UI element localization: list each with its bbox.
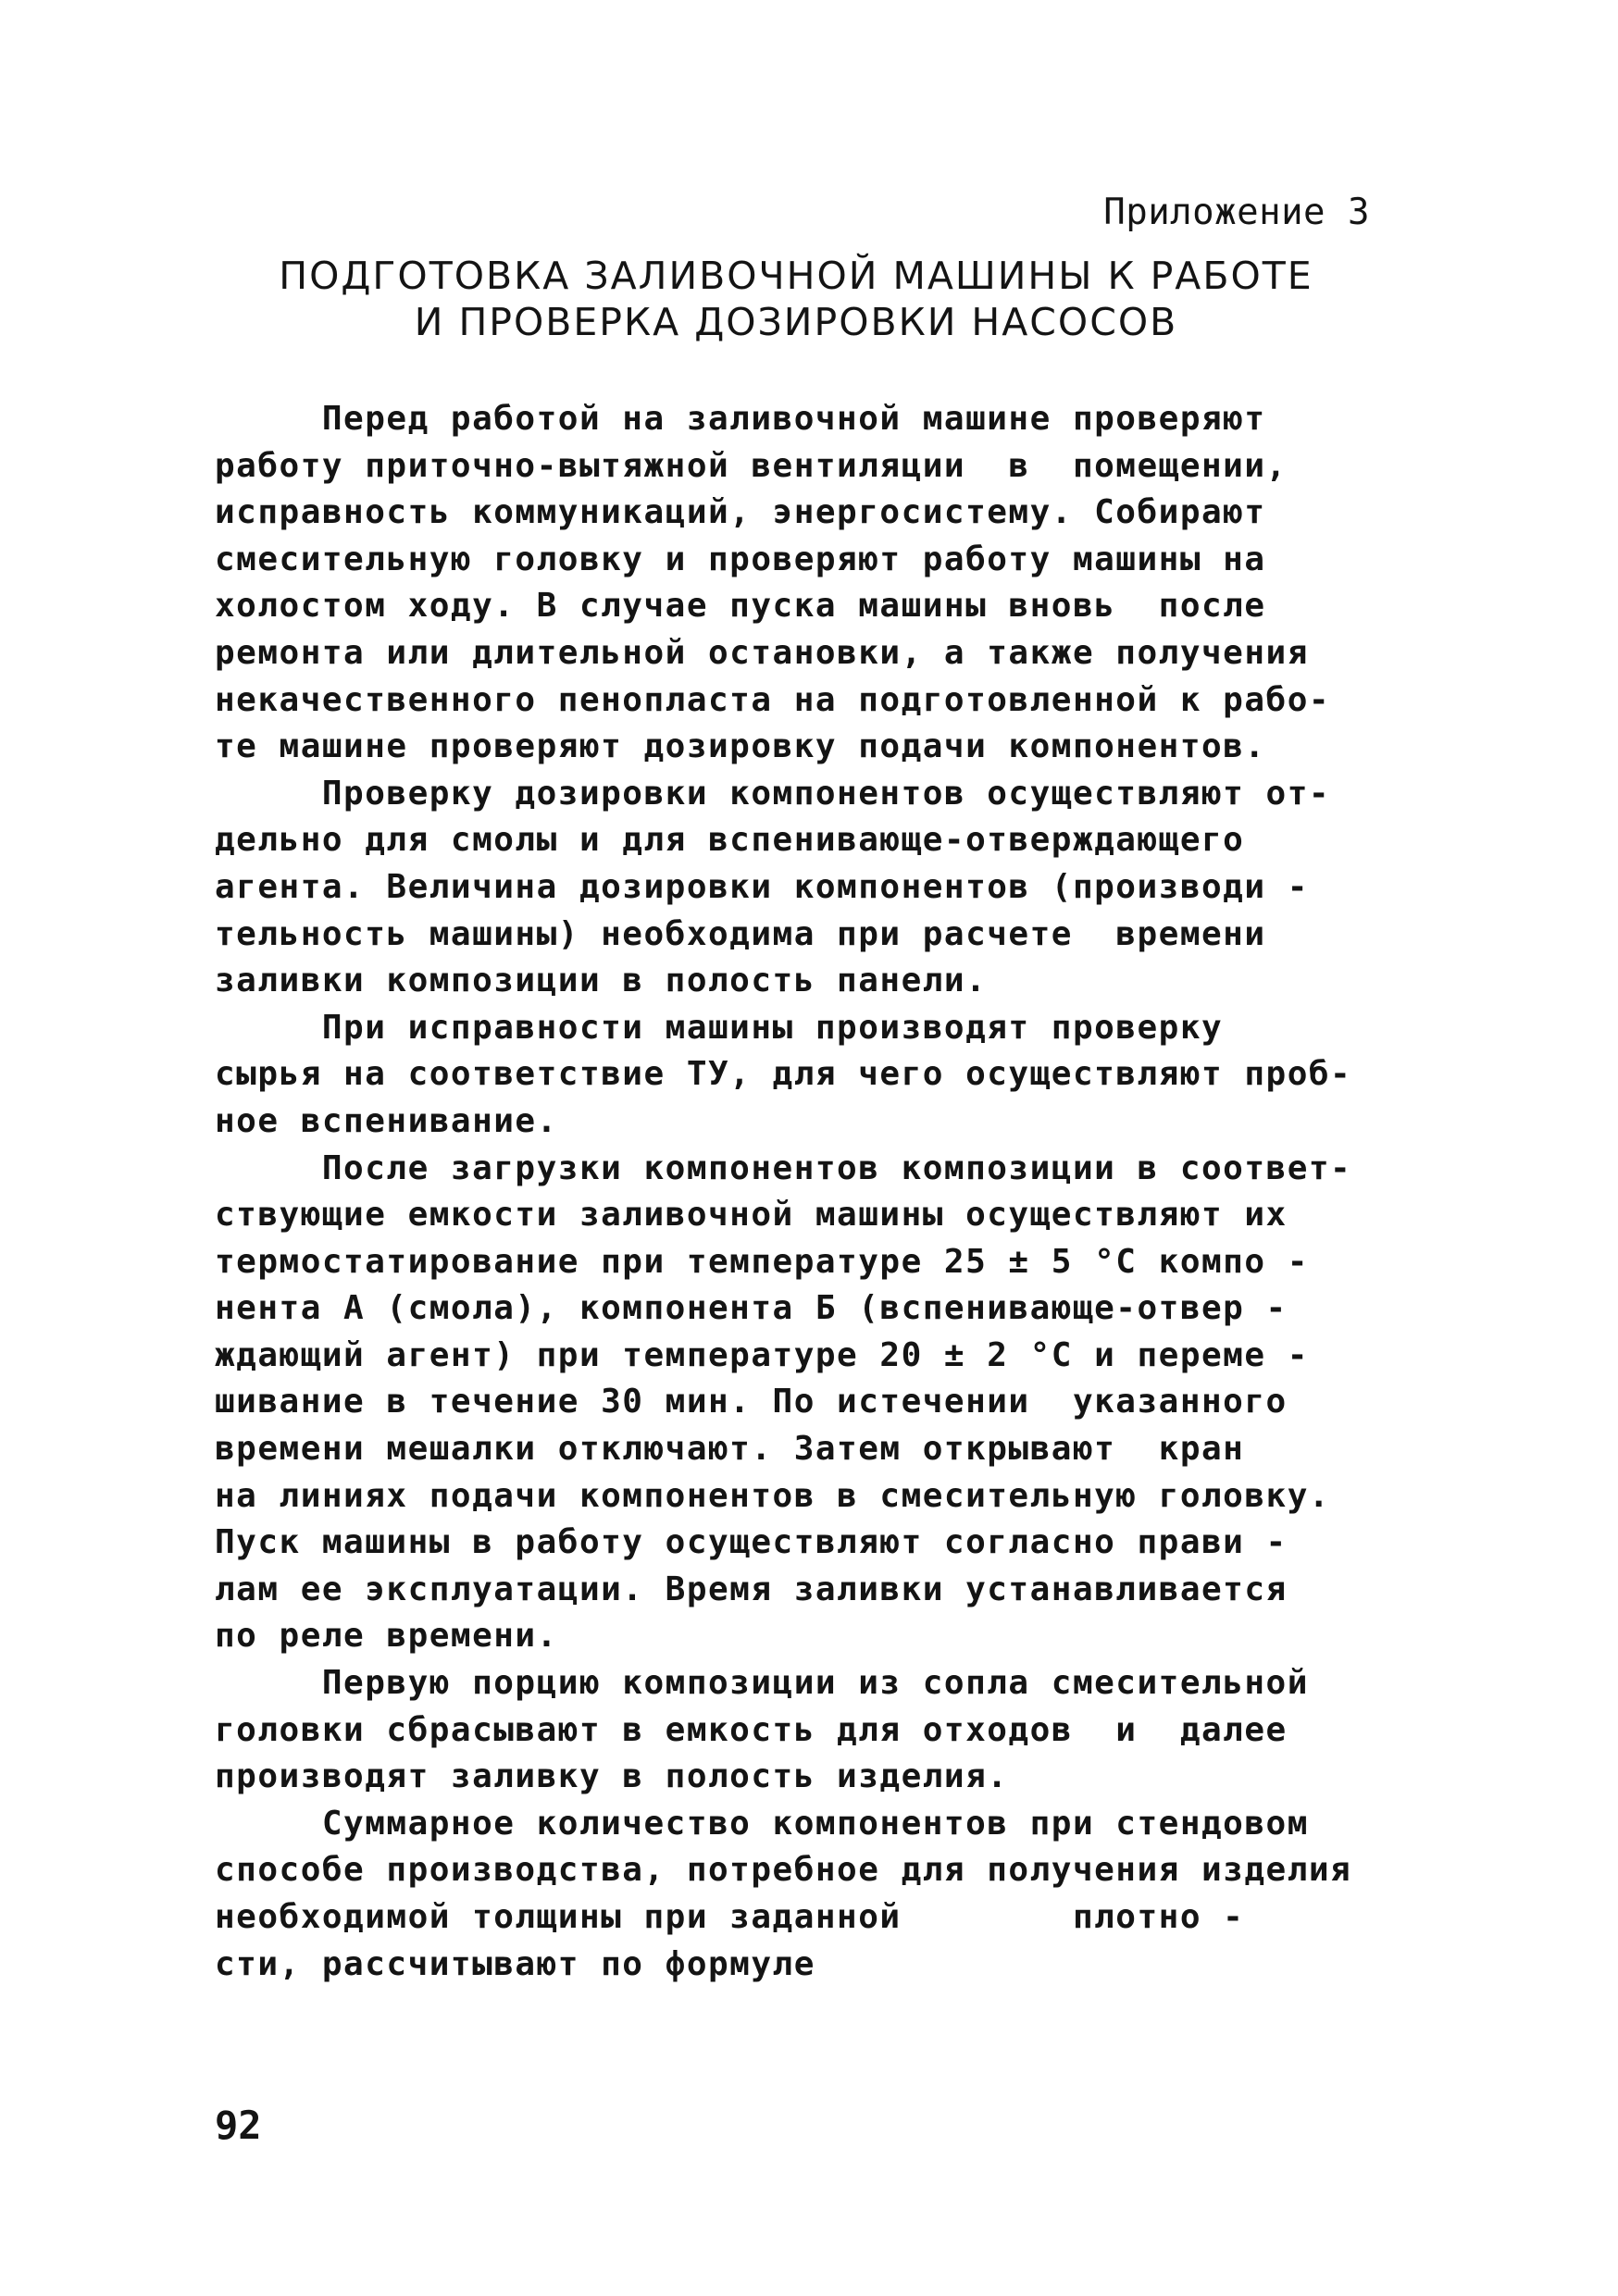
body-text [215, 396, 1427, 1988]
body-line: нента А (смола), компонента Б (вспенивающе-отвер - [215, 1289, 1288, 1328]
body-line: на линиях подачи компонентов в смесительную головку. [215, 1476, 1331, 1515]
title-line-2: И ПРОВЕРКА ДОЗИРОВКИ НАСОСОВ [414, 300, 1178, 344]
body-line: Проверку дозировки компонентов осуществляют от- [215, 774, 1331, 813]
title-line-1: ПОДГОТОВКА ЗАЛИВОЧНОЙ МАШИНЫ К РАБОТЕ [279, 254, 1313, 298]
page-number: 92 [215, 2103, 262, 2148]
body-line: способе производства, потребное для получения изделия [215, 1851, 1352, 1890]
body-line: шивание в течение 30 мин. По истечении указанного [215, 1383, 1288, 1421]
body-line: Суммарное количество компонентов при стендовом [215, 1804, 1309, 1843]
body-line: смесительную головку и проверяют работу машины на [215, 540, 1266, 578]
body-line: некачественного пенопласта на подготовленной к рабо- [215, 680, 1331, 719]
body-line: исправность коммуникаций, энергосистему. Собирают [215, 493, 1266, 532]
body-line: по реле времени. [215, 1617, 558, 1656]
body-line: ное вспенивание. [215, 1101, 558, 1140]
body-line: После загрузки компонентов композиции в соответ- [215, 1148, 1352, 1187]
body-line: сти, рассчитывают по формуле [215, 1944, 815, 1983]
page-title [185, 253, 1407, 345]
body-line: Перед работой на заливочной машине проверяют [215, 400, 1266, 438]
body-line: головки сбрасывают в емкость для отходов и далее [215, 1710, 1288, 1749]
body-line: ремонта или длительной остановки, а также получения [215, 633, 1309, 672]
body-line: холостом ходу. В случае пуска машины вновь после [215, 587, 1266, 626]
body-line: Первую порцию композиции из сопла смесительной [215, 1664, 1309, 1703]
body-line: работу приточно-вытяжной вентиляции в помещении, [215, 446, 1288, 485]
body-line: лам ее эксплуатации. Время заливки устанавливается [215, 1570, 1288, 1608]
body-line: агента. Величина дозировки компонентов (производи - [215, 867, 1309, 906]
body-line: необходимой толщины при заданной плотно - [215, 1898, 1245, 1936]
body-line: При исправности машины производят проверку [215, 1008, 1224, 1047]
appendix-label: Приложение 3 [1103, 192, 1370, 233]
body-line: времени мешалки отключают. Затем открывают кран [215, 1430, 1245, 1469]
body-line: заливки композиции в полость панели. [215, 962, 988, 1000]
body-line: сырья на соответствие ТУ, для чего осуществляют проб- [215, 1055, 1352, 1094]
body-line: те машине проверяют дозировку подачи компонентов. [215, 727, 1266, 766]
body-line: ждающий агент) при температуре 20 ± 2 °С и переме - [215, 1335, 1309, 1374]
body-line: производят заливку в полость изделия. [215, 1757, 1009, 1796]
body-line: термостатирование при температуре 25 ± 5 °С компо - [215, 1242, 1309, 1281]
body-line: тельность машины) необходима при расчете времени [215, 914, 1266, 953]
body-line: ствующие емкости заливочной машины осуществляют их [215, 1196, 1288, 1235]
body-line: Пуск машины в работу осуществляют согласно прави - [215, 1523, 1288, 1562]
body-line: дельно для смолы и для вспенивающе-отверждающего [215, 821, 1245, 860]
